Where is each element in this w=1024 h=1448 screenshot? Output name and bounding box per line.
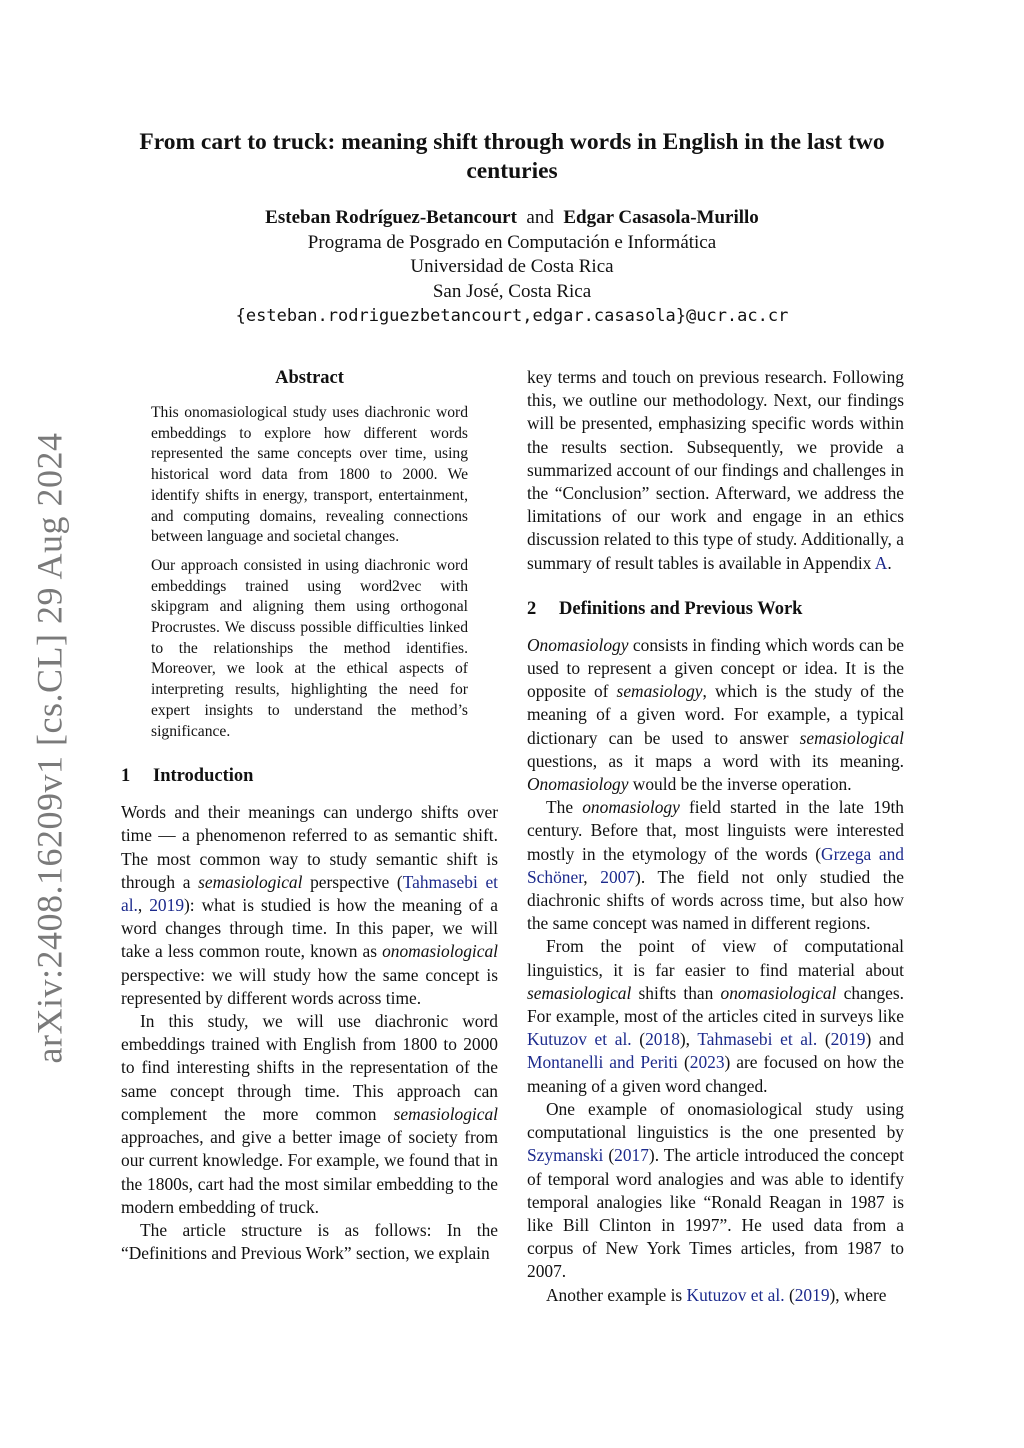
intro-paragraph-2: In this study, we will use diachronic word embeddings trained with English from 1800 to 2000 to find interesting shifts in the representation of the same concept through time. This approach can complement the more common semasiological approaches, and give a better image of society from our current knowledge. For example, we found that in the 1800s, cart had the most similar embedding to the modern embedding of truck. xyxy=(121,1011,498,1217)
citation-link[interactable]: 2019 xyxy=(830,1029,866,1050)
definitions-paragraph-4: One example of onomasiological study using computational linguistics is the one presented by Szymanski (2017). The article introduced the concept of temporal word analogies and was able to identify temporal analogies like “Ronald Reagan in 1987 is like Bill Clinton in 1997”. He used data from a corpus of New York Times articles, from 1987 to 2007. xyxy=(527,1098,904,1282)
intro-paragraph-1: Words and their meanings can undergo shifts over time — a phenomenon referred to as semantic shift. The most common way to study semantic shift is through a semasiological perspective (Tahmasebi et al., 2019): what is studied is how the meaning of a word changes through time. In this paper, we will take a less common route, known as onomasiological perspective: we will study how the same concept is represented by different words across time. xyxy=(121,802,498,1008)
section-heading-introduction xyxy=(121,764,498,788)
citation-link[interactable]: Szymanski xyxy=(527,1145,604,1166)
citation-link[interactable]: 2017 xyxy=(614,1145,649,1166)
author-1: Esteban Rodríguez-Betancourt xyxy=(265,207,517,228)
section-title: Definitions and Previous Work xyxy=(559,598,803,619)
citation-link[interactable]: 2019 xyxy=(149,895,185,916)
abstract-paragraph-1: This onomasiological study uses diachronic word embeddings to explore how different words represented the same concepts over time, using historical word data from 1800 to 2000. We identify shifts in energy, transport, entertainment, and computing domains, revealing connections between language and societal changes. xyxy=(151,404,468,546)
section-title: Introduction xyxy=(153,766,254,787)
affiliation-location: San José, Costa Rica xyxy=(432,280,592,302)
citation-link[interactable]: Tahmasebi et al. xyxy=(121,871,498,916)
affiliation-program: Programa de Posgrado en Computación e Informática xyxy=(307,231,717,253)
citation-link[interactable]: 2019 xyxy=(794,1284,830,1305)
left-column xyxy=(121,366,498,1265)
definitions-paragraph-5: Another example is Kutuzov et al. (2019), where xyxy=(546,1284,887,1305)
citation-link[interactable]: 2007 xyxy=(600,866,636,887)
arxiv-identifier-text: arXiv:2408.16209v1 [cs.CL] 29 Aug 2024 xyxy=(29,432,70,1064)
appendix-link[interactable]: A xyxy=(874,552,888,573)
author-2: Edgar Casasola-Murillo xyxy=(563,207,759,228)
citation-link[interactable]: Tahmasebi et al. xyxy=(697,1029,818,1050)
right-column xyxy=(527,366,904,1307)
intro-paragraph-3: The article structure is as follows: In the “Definitions and Previous Work” section, we explain xyxy=(121,1219,498,1264)
author-conjunction: and xyxy=(526,207,554,228)
citation-link[interactable]: Grzega and Schöner xyxy=(527,843,904,887)
abstract-heading: Abstract xyxy=(275,368,344,388)
section-heading-definitions xyxy=(527,597,904,621)
abstract xyxy=(151,403,468,742)
definitions-paragraph-1: Onomasiology consists in finding which words can be used to represent a given concept or idea. It is the opposite of semasiology, which is the study of the meaning of a given word. For example, a typical dictionary can be used to answer semasiological questions, as it maps a word with its meaning. Onomasiology would be the inverse operation. xyxy=(527,634,904,795)
abstract-paragraph-2: Our approach consisted in using diachronic word embeddings trained using word2vec with skipgram and aligning them using orthogonal Procrustes. We discuss possible difficulties linked to the relationships the method identifies. Moreover, we look at the ethical aspects of interpreting results, highlighting the need for expert insights to understand the method’s significance. xyxy=(151,556,468,740)
paper-title: From cart to truck: meaning shift through words in English in the last two centuries xyxy=(139,129,885,184)
section-number: 2 xyxy=(527,598,537,619)
definitions-paragraph-3: From the point of view of computational linguistics, it is far easier to find material about semasiological shifts than onomasiological changes. For example, most of the articles cited in surveys like Kutuzov et al. (2018), Tahmasebi et al. (2019) and Montanelli and Periti (2023) are focused on how the meaning of a given word changed. xyxy=(527,936,905,1096)
citation-link[interactable]: 2018 xyxy=(645,1029,680,1050)
citation-link[interactable]: Kutuzov et al. xyxy=(686,1284,785,1305)
citation-link[interactable]: Kutuzov et al. xyxy=(527,1029,632,1050)
intro-paragraph-3-continued: key terms and touch on previous research. Following this, we outline our methodology. Next, our findings will be presented, emphasizing specific words within the results section. Subsequently, we provide a summarized account of our findings and challenges in the “Conclusion” section. Afterward, we address the limitations of our work and engage in an ethics discussion related to this type of study. Additionally, a summary of result tables is available in Appendix A. xyxy=(527,367,904,573)
citation-link[interactable]: Montanelli and Periti xyxy=(527,1052,679,1073)
affiliation-university: Universidad de Costa Rica xyxy=(410,256,614,277)
author-emails: {esteban.rodriguezbetancourt,edgar.casasola}@ucr.ac.cr xyxy=(235,306,789,326)
citation-link[interactable]: 2023 xyxy=(689,1052,725,1073)
definitions-paragraph-2: The onomasiology field started in the late 19th century. Before that, most linguists were interested mostly in the etymology of the words (Grzega and Schöner, 2007). The field not only studied the diachronic shifts of words across time, but also how the same concept was named in different regions. xyxy=(527,797,904,934)
author-block xyxy=(110,206,914,329)
author-line xyxy=(110,206,914,231)
section-number: 1 xyxy=(121,766,131,787)
arxiv-identifier xyxy=(24,432,74,1064)
